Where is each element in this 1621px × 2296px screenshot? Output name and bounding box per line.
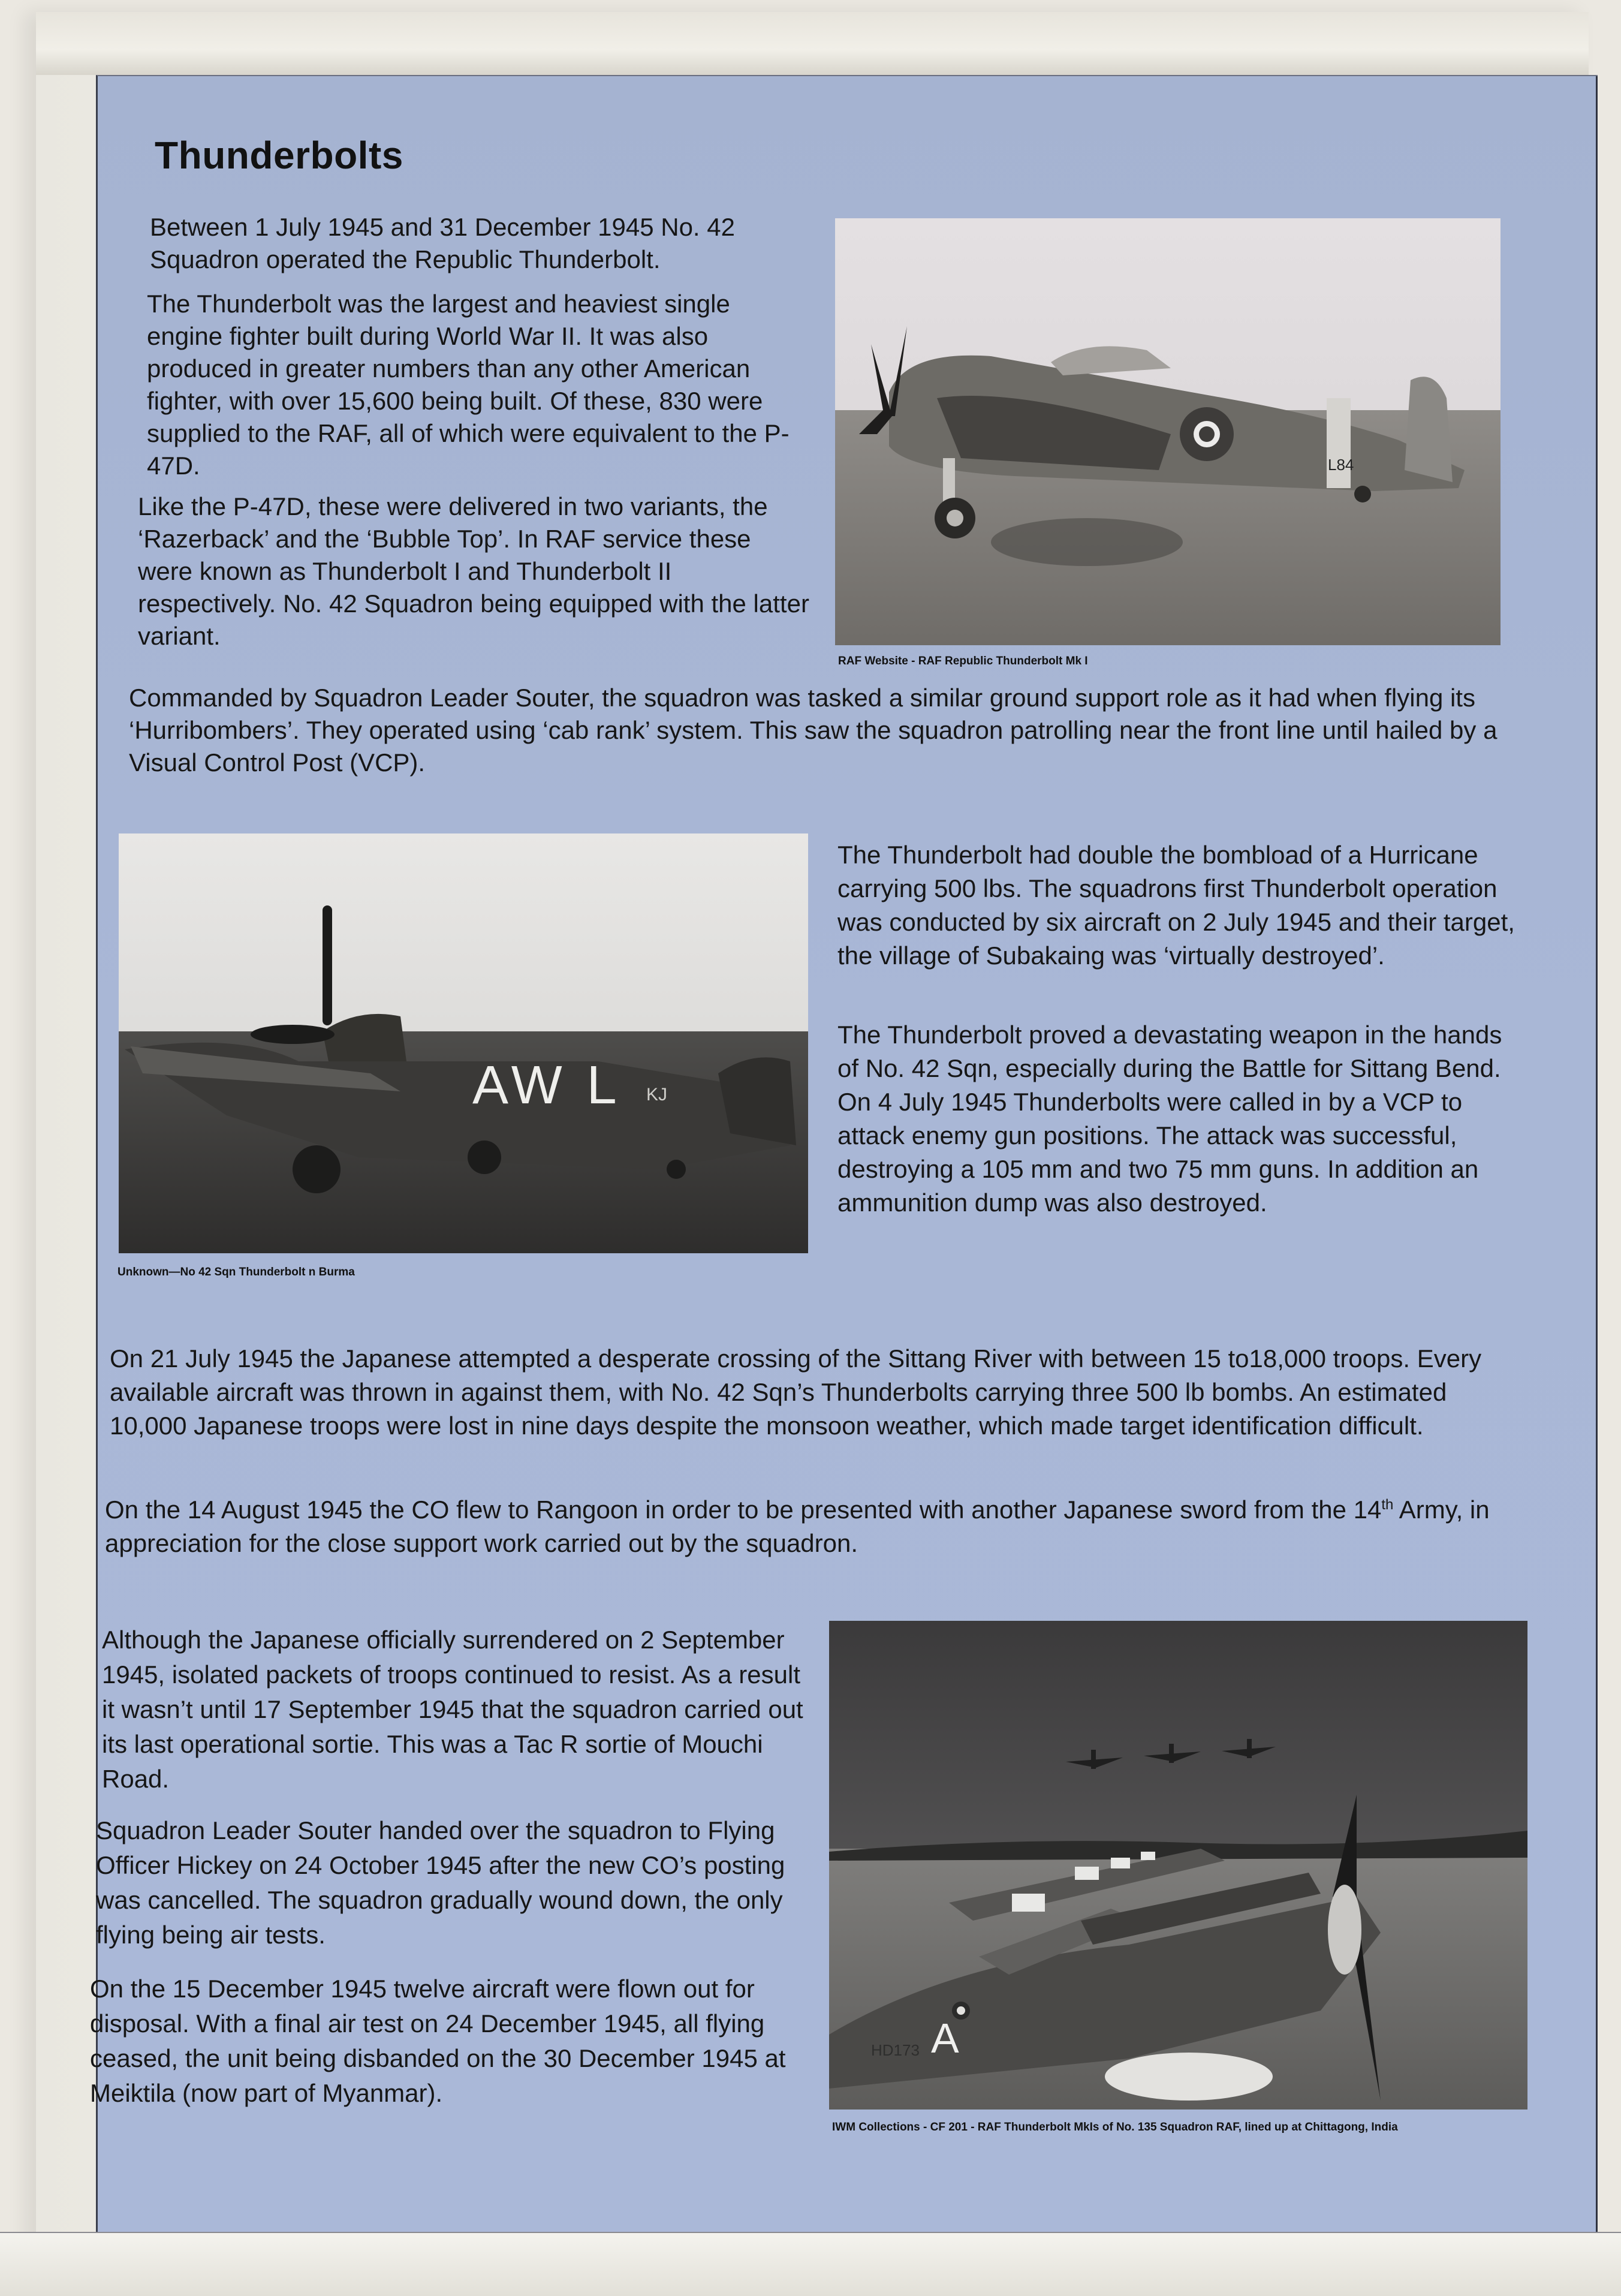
intro-paragraph-3: Like the P-47D, these were delivered in two variants, the ‘Razerback’ and the ‘Bubble Top’. In RAF service these were known as Thunderbolt I and Thunderbolt II respectively. No. 42 Squadron being equipped with the latter variant.	[138, 492, 809, 650]
intro-paragraph-1: Between 1 July 1945 and 31 December 1945 No. 42 Squadron operated the Republic Thunderbolt.	[150, 213, 735, 273]
picture-frame-bottom-rail	[0, 2232, 1621, 2296]
operations-paragraph-1: The Thunderbolt had double the bombload of a Hurricane carrying 500 lbs. The squadrons first Thunderbolt operation was conducted by six aircraft on 2 July 1945 and their target, the village of Subakaing was ‘virtually destroyed’.	[837, 841, 1515, 970]
ending-paragraph-3: On the 15 December 1945 twelve aircraft were flown out for disposal. With a final air test on 24 December 1945, all flying ceased, the unit being disbanded on the 30 December 1945 at Meiktila (now part of Myanmar).	[90, 1975, 786, 2107]
sword-paragraph-continuation: Army, in appreciation for the close support work carried out by the squadron.	[105, 1495, 1490, 1557]
aircraft-serial-marking: L84	[1328, 456, 1354, 474]
photo-no-135-sqn-lineup	[829, 1621, 1527, 2110]
no-135-sqn-lineup-illustration	[829, 1621, 1527, 2110]
aircraft-code-letter: A	[931, 2015, 959, 2062]
thunderbolt-mk-i-illustration	[835, 218, 1501, 645]
aircraft-code-letters: AW L	[472, 1055, 622, 1115]
ending-paragraph-1: Although the Japanese officially surrendered on 2 September 1945, isolated packets of troops continued to resist. As a result it wasn’t until 17 September 1945 that the squadron carried out its last operational sortie. This was a Tac R sortie of Mouchi Road.	[102, 1626, 803, 1793]
command-paragraph: Commanded by Squadron Leader Souter, the squadron was tasked a similar ground support role as it had when flying its ‘Hurribombers’. They operated using ‘cab rank’ system. This saw the squadron patrolling near the front line until hailed by a Visual Control Post (VCP).	[129, 684, 1498, 777]
sittang-paragraph: On 21 July 1945 the Japanese attempted a desperate crossing of the Sittang River with between 15 to18,000 troops. Every available aircraft was thrown in against them, with No. 42 Sqn’s Thunderbolts carrying three 500 lb bombs. An estimated 10,000 Japanese troops were lost in nine days despite the monsoon weather, which made target identification difficult.	[110, 1344, 1482, 1440]
intro-paragraph-2: The Thunderbolt was the largest and heaviest single engine fighter built during World War II. It was also produced in greater numbers than any other American fighter, with over 15,600 being built. Of these, 830 were supplied to the RAF, all of which were equivalent to the P-47D.	[147, 290, 790, 480]
sword-paragraph-text: On the 14 August 1945 the CO flew to Rangoon in order to be presented with another Japanese sword from the 14	[105, 1495, 1382, 1524]
photo-caption-3: IWM Collections - CF 201 - RAF Thunderbolt MkIs of No. 135 Squadron RAF, lined up at Chittagong, India	[832, 2121, 1398, 2133]
operations-paragraph-2: The Thunderbolt proved a devastating weapon in the hands of No. 42 Sqn, especially during the Battle for Sittang Bend. On 4 July 1945 Thunderbolts were called in by a VCP to attack enemy gun positions. The attack was successful, destroying a 105 mm and two 75 mm guns. In addition an ammunition dump was also destroyed.	[837, 1021, 1502, 1217]
photo-caption-2: Unknown—No 42 Sqn Thunderbolt n Burma	[117, 1266, 355, 1278]
aircraft-serial-marking: KJ	[646, 1085, 668, 1105]
aircraft-serial-marking: HD173	[871, 2041, 920, 2059]
no-42-sqn-thunderbolt-illustration	[119, 833, 808, 1253]
photo-thunderbolt-mk-i	[835, 218, 1501, 645]
ending-paragraph-2: Squadron Leader Souter handed over the squadron to Flying Officer Hickey on 24 October 1945 after the new CO’s posting was cancelled. The squadron gradually wound down, the only flying being air tests.	[96, 1816, 785, 1949]
sword-paragraph	[105, 1493, 1526, 1560]
sword-paragraph-ordinal: th	[1381, 1497, 1394, 1513]
picture-frame-top-rail	[36, 12, 1589, 75]
photo-caption-1: RAF Website - RAF Republic Thunderbolt Mk I	[838, 655, 1088, 667]
photo-no-42-sqn-burma	[119, 833, 808, 1253]
poster-title: Thunderbolts	[155, 134, 403, 177]
